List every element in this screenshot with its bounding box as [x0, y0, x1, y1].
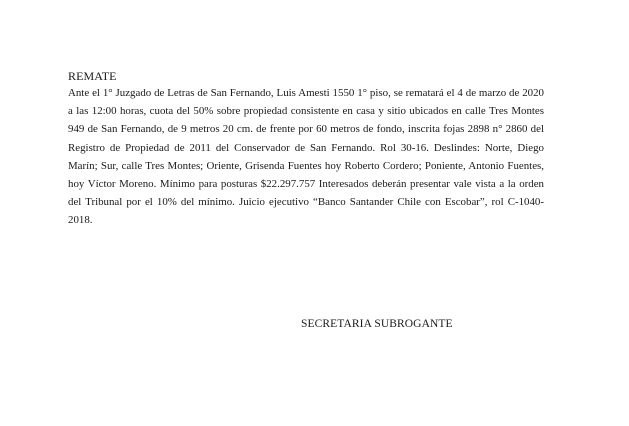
document-body: Ante el 1° Juzgado de Letras de San Fernando, Luis Amesti 1550 1° piso, se rematará el 4 de marzo de 2020 a las 12:00 horas, cuota del 50% sobre propiedad consistente en casa y sitio ubicados en calle Tres Montes 949 de San Fernando, de 9 metros 20 cm. de frente por 60 metros de fondo, inscrita fojas 2898 n° 2860 del Registro de Propiedad de 2011 del Conservador de San Fernando. Rol 30-16. Deslindes: Norte, Diego Marín; Sur, calle Tres Montes; Oriente, Grisenda Fuentes hoy Roberto Cordero; Poniente, Antonio Fuentes, hoy Víctor Moreno. Mínimo para posturas $22.297.757 Interesados deberán presentar vale vista a la orden del Tribunal por el 10% del mínimo. Juicio ejecutivo “Banco Santander Chile con Escobar”, rol C-1040-2018.	[68, 87, 544, 227]
signature-line: SECRETARIA SUBROGANTE	[301, 318, 453, 330]
document-heading: REMATE	[68, 69, 117, 83]
